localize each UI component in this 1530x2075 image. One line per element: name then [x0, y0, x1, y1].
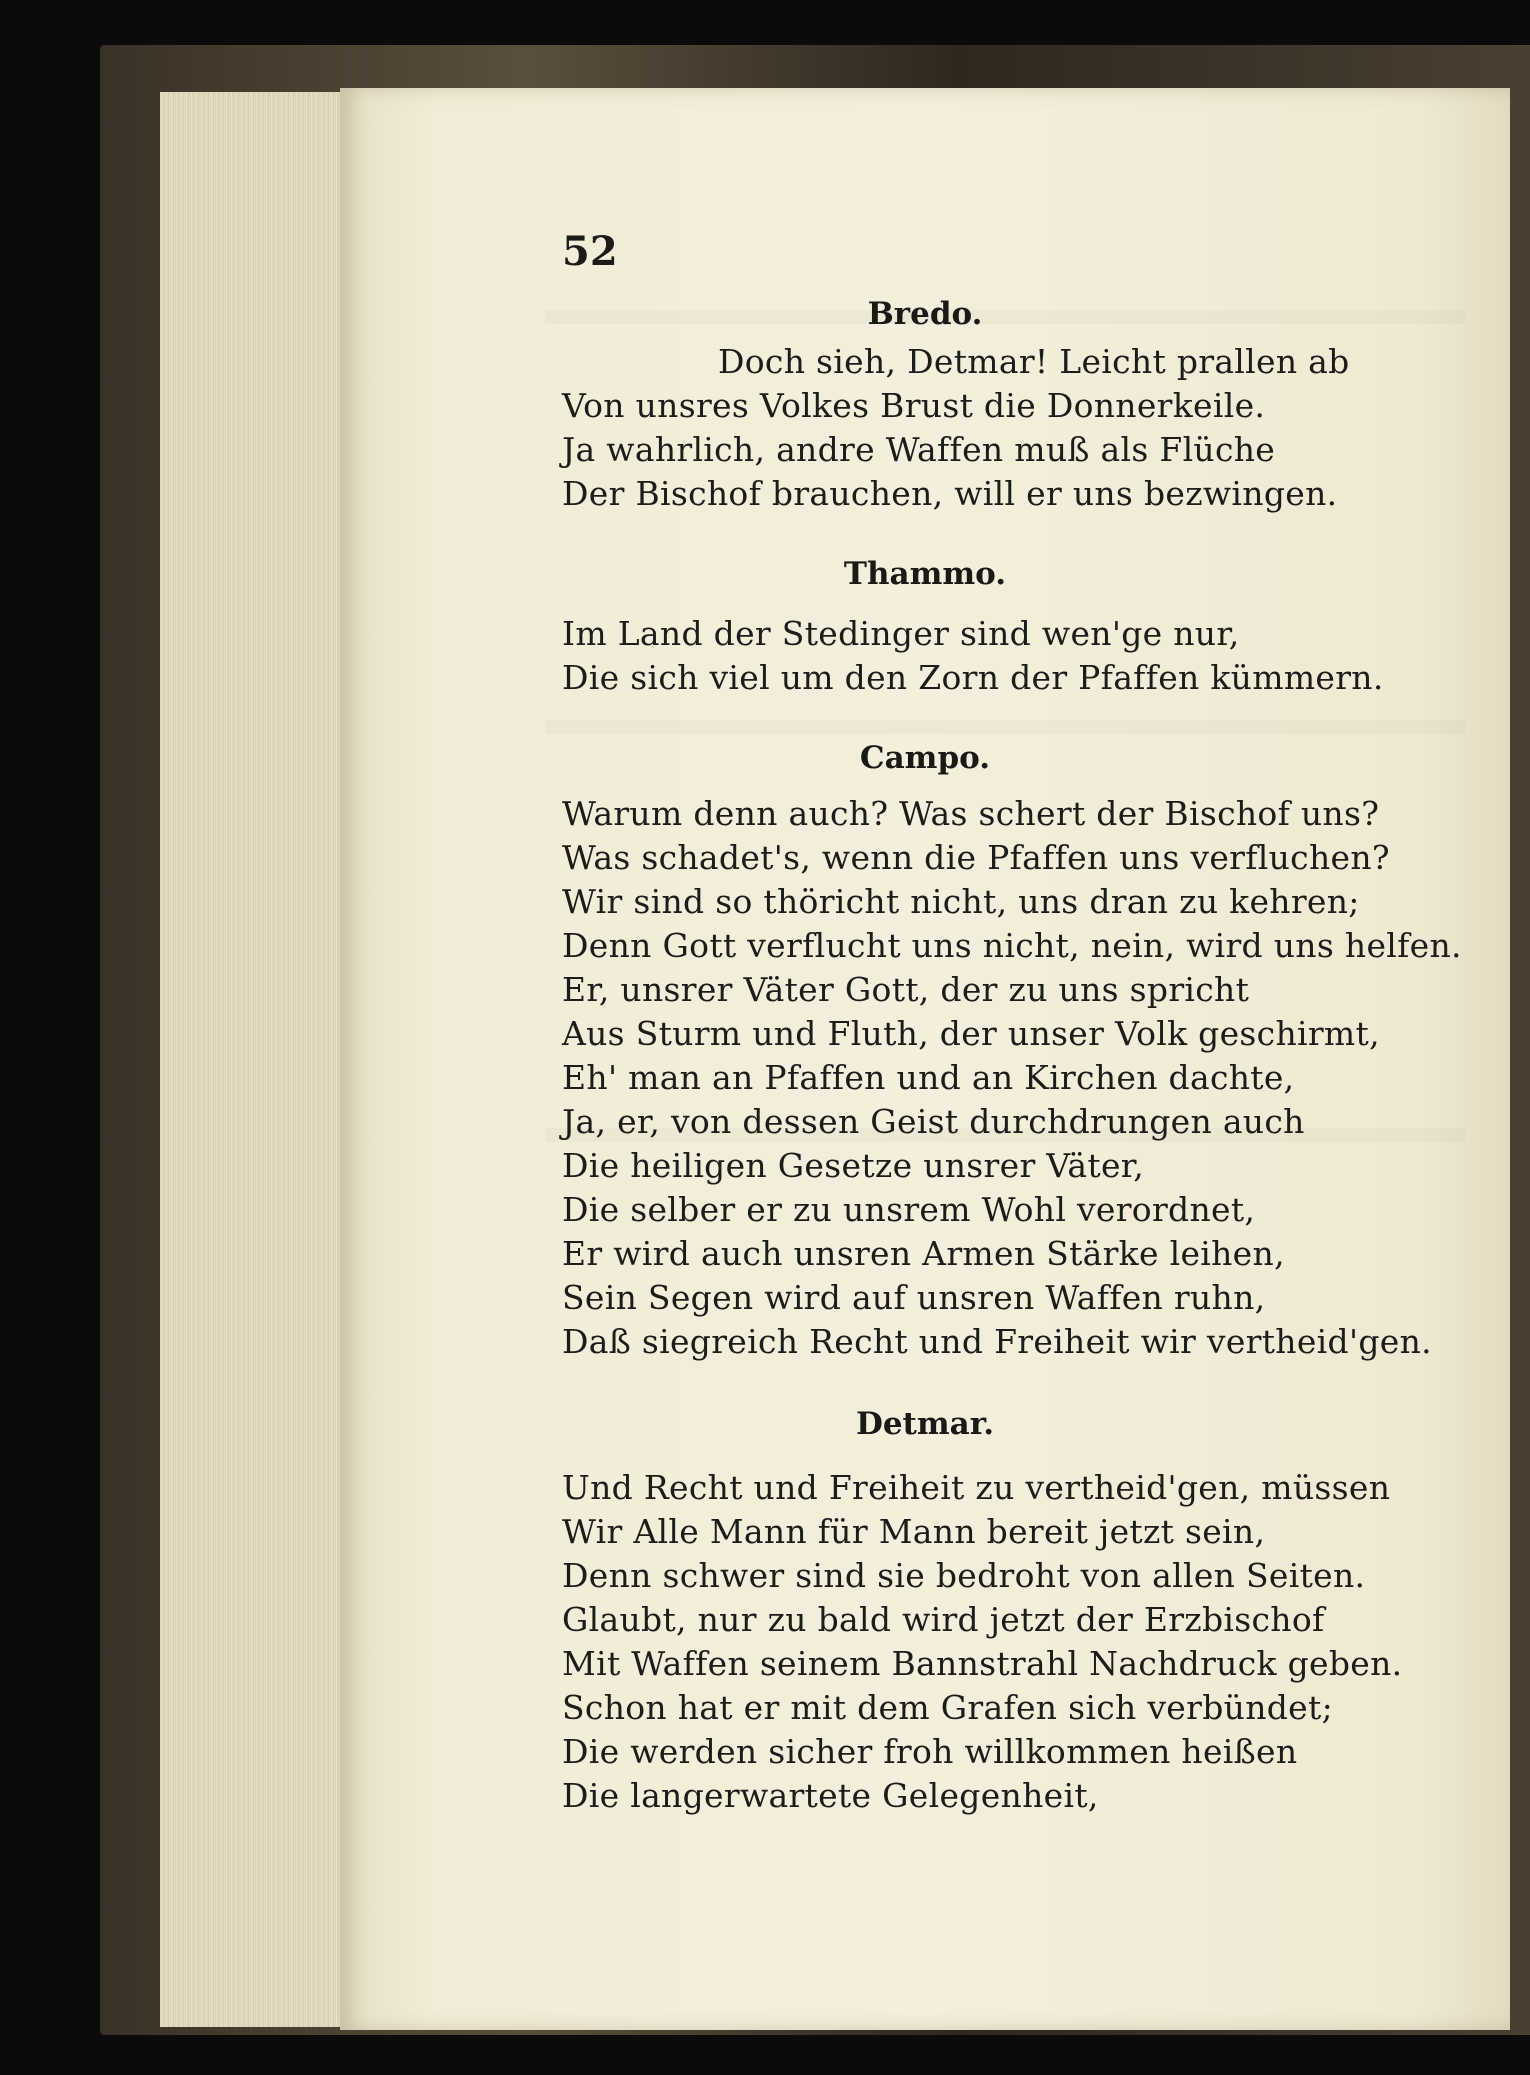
verse-line: Eh' man an Pfaffen und an Kirchen dachte,	[562, 1058, 1295, 1097]
verse-line: Die sich viel um den Zorn der Pfaffen kümmern.	[562, 658, 1384, 697]
verse-line: Wir sind so thöricht nicht, uns dran zu kehren;	[562, 882, 1360, 921]
verse-line: Der Bischof brauchen, will er uns bezwingen.	[562, 474, 1338, 513]
verse-line: Daß siegreich Recht und Freiheit wir vertheid'gen.	[562, 1322, 1432, 1361]
verse-line: Denn schwer sind sie bedroht von allen Seiten.	[562, 1556, 1366, 1595]
verse-line: Was schadet's, wenn die Pfaffen uns verfluchen?	[562, 838, 1390, 877]
verse-line: Ja, er, von dessen Geist durchdrungen auch	[562, 1102, 1305, 1141]
speaker-name: Detmar.	[855, 1406, 995, 1442]
verse-line: Die selber er zu unsrem Wohl verordnet,	[562, 1190, 1256, 1229]
show-through	[545, 720, 1465, 734]
verse-line: Denn Gott verflucht uns nicht, nein, wird uns helfen.	[562, 926, 1462, 965]
verse-line: Die langerwartete Gelegenheit,	[562, 1776, 1099, 1815]
verse-line: Mit Waffen seinem Bannstrahl Nachdruck geben.	[562, 1644, 1403, 1683]
verse-line: Die werden sicher froh willkommen heißen	[562, 1732, 1298, 1771]
page-number: 52	[562, 228, 618, 275]
speaker-name: Thammo.	[843, 556, 1007, 592]
book-page	[340, 88, 1510, 2030]
verse-line: Die heiligen Gesetze unsrer Väter,	[562, 1146, 1145, 1185]
speaker-name: Bredo.	[867, 296, 983, 332]
verse-line: Von unsres Volkes Brust die Donnerkeile.	[562, 386, 1266, 425]
verse-line: Warum denn auch? Was schert der Bischof uns?	[562, 794, 1380, 833]
verse-line: Er wird auch unsren Armen Stärke leihen,	[562, 1234, 1285, 1273]
verse-line: Im Land der Stedinger sind wen'ge nur,	[562, 614, 1240, 653]
verse-line: Aus Sturm und Fluth, der unser Volk geschirmt,	[562, 1014, 1380, 1053]
verse-line: Schon hat er mit dem Grafen sich verbündet;	[562, 1688, 1333, 1727]
speaker-name: Campo.	[859, 740, 991, 776]
verse-line: Er, unsrer Väter Gott, der zu uns spricht	[562, 970, 1250, 1009]
page-edges	[160, 92, 360, 2027]
verse-line: Wir Alle Mann für Mann bereit jetzt sein,	[562, 1512, 1266, 1551]
verse-line: Glaubt, nur zu bald wird jetzt der Erzbischof	[562, 1600, 1325, 1639]
verse-line: Doch sieh, Detmar! Leicht prallen ab	[718, 342, 1350, 381]
verse-line: Sein Segen wird auf unsren Waffen ruhn,	[562, 1278, 1266, 1317]
verse-line: Ja wahrlich, andre Waffen muß als Flüche	[562, 430, 1276, 469]
verse-line: Und Recht und Freiheit zu vertheid'gen, müssen	[562, 1468, 1391, 1507]
